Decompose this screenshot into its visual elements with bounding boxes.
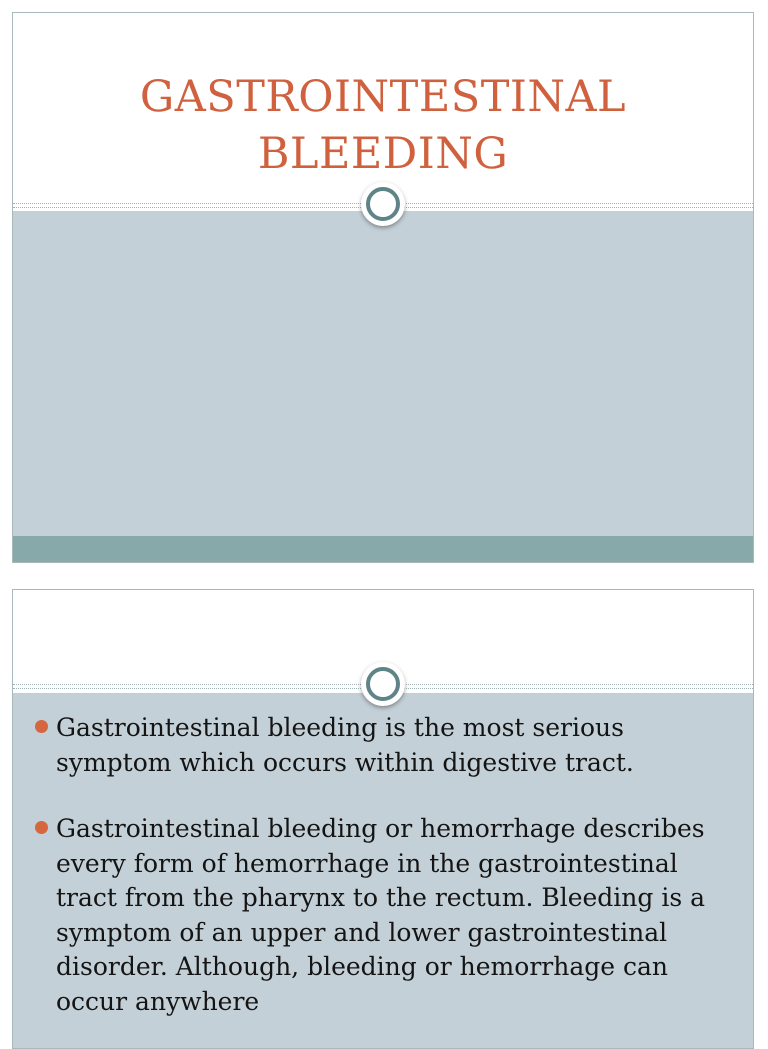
bullet-text: Gastrointestinal bleeding or hemorrhage describes every form of hemorrhage in the gastrointestinal tract from the pharynx to the rectum. Bleeding is a symptom of an upper and lower gastrointestinal disorder. Although, bleeding or hemorrhage can occur anywhere (56, 814, 706, 1016)
slide-2-body-panel (13, 693, 753, 1048)
bullet-text: Gastrointestinal bleeding is the most serious symptom which occurs within digestive tract. (56, 713, 634, 777)
list-item (33, 711, 739, 780)
list-item (33, 812, 739, 1019)
slide-1 (12, 12, 754, 563)
slide-1-title-area (13, 13, 753, 203)
slide-title-line-1: GASTROINTESTINAL (139, 72, 627, 122)
bullet-list (33, 711, 739, 1049)
bullet-dot-icon (35, 821, 48, 834)
slide-title-line-2: BLEEDING (257, 129, 509, 179)
ring-circle-icon (361, 182, 405, 226)
slide-title (13, 69, 753, 183)
ring-circle-icon (361, 662, 405, 706)
slide-1-body-panel (13, 211, 753, 536)
bullet-dot-icon (35, 720, 48, 733)
slide-2 (12, 589, 754, 1049)
slide-1-footer-band (13, 536, 753, 562)
